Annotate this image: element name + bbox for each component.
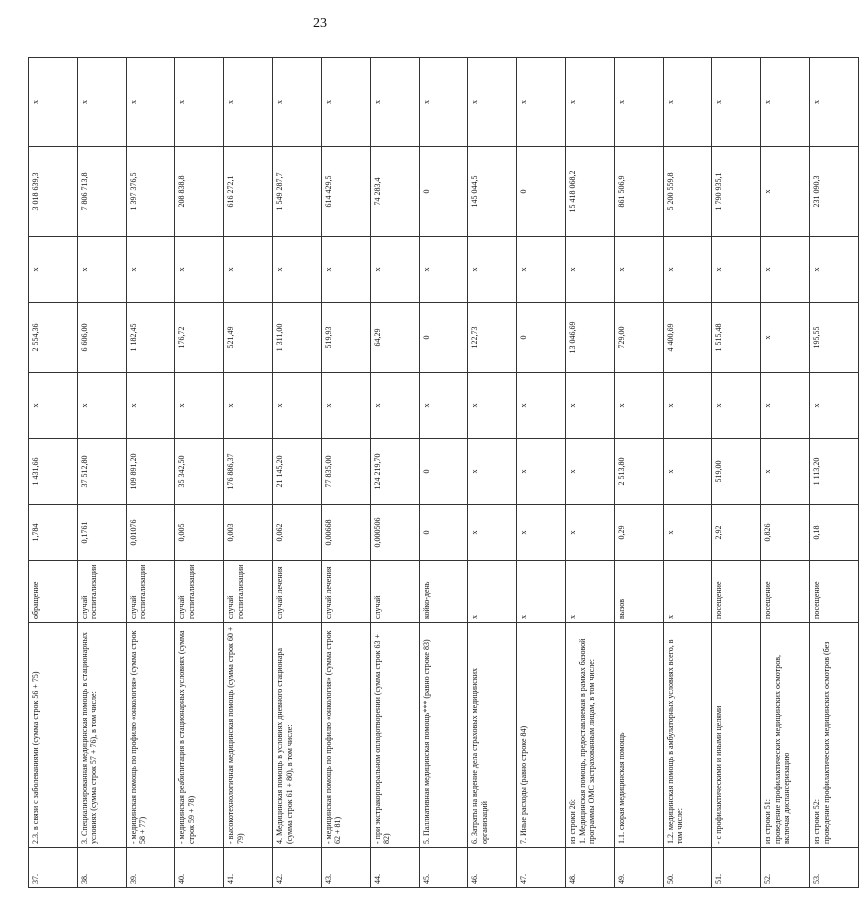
- table-row: [77, 58, 126, 888]
- cell-unit: случай госпитализации: [77, 561, 126, 623]
- cell-per-capita-budget: х: [29, 373, 78, 439]
- cell-norm-cost: 37 512,80: [77, 439, 126, 505]
- cell-total-budget: х: [224, 237, 273, 303]
- cell-total-budget: х: [370, 237, 419, 303]
- cell-total-budget: х: [273, 237, 322, 303]
- cell-per-capita-budget: х: [224, 373, 273, 439]
- cell-total-budget: х: [517, 237, 566, 303]
- table-row: [29, 58, 78, 888]
- table-row: [419, 58, 468, 888]
- table-row: [565, 58, 614, 888]
- cell-row-number: 37.: [29, 848, 78, 888]
- cell-row-number: 50.: [663, 848, 712, 888]
- cell-per-capita-oms: 0: [517, 303, 566, 373]
- cell-unit: х: [565, 561, 614, 623]
- cell-norm-cost: х: [761, 439, 810, 505]
- cell-total-oms: 1 549 287,7: [273, 147, 322, 237]
- table-row: [761, 58, 810, 888]
- cell-norm-volume: 0,18: [810, 505, 859, 561]
- cell-norm-cost: 0: [419, 439, 468, 505]
- cell-percent: х: [224, 58, 273, 147]
- cell-norm-cost: х: [663, 439, 712, 505]
- cell-indicator-name: - медицинская реабилитация в стационарных условиях (сумма строк 59 + 78): [175, 623, 224, 848]
- cell-indicator-name: 5. Паллиативная медицинская помощь*** (равно строке 83): [419, 623, 468, 848]
- cell-per-capita-oms: 0: [419, 303, 468, 373]
- cell-unit: случай госпитализации: [224, 561, 273, 623]
- cell-unit: случай госпитализации: [175, 561, 224, 623]
- cell-percent: х: [761, 58, 810, 147]
- cell-indicator-name: - с профилактическими и иными целями: [712, 623, 761, 848]
- cell-per-capita-oms: 4 400,69: [663, 303, 712, 373]
- table-row: [468, 58, 517, 888]
- cell-per-capita-budget: х: [517, 373, 566, 439]
- cell-indicator-name: - медицинская помощь по профилю «онкология» (сумма строк 58 + 77): [126, 623, 175, 848]
- cell-total-oms: 861 506,9: [614, 147, 663, 237]
- table-row: [810, 58, 859, 888]
- page-number: 23: [313, 16, 327, 31]
- cell-norm-volume: х: [517, 505, 566, 561]
- cell-norm-volume: х: [565, 505, 614, 561]
- cell-total-budget: х: [419, 237, 468, 303]
- cell-indicator-name: 3. Специализированная медицинская помощь в стационарных условиях (сумма строк 57 + 76), в том числе:: [77, 623, 126, 848]
- cell-per-capita-budget: х: [175, 373, 224, 439]
- cell-per-capita-budget: х: [712, 373, 761, 439]
- cell-total-budget: х: [468, 237, 517, 303]
- cell-row-number: 44.: [370, 848, 419, 888]
- cell-per-capita-oms: 521,49: [224, 303, 273, 373]
- cell-norm-cost: х: [517, 439, 566, 505]
- cell-row-number: 45.: [419, 848, 468, 888]
- cell-per-capita-oms: 519,93: [321, 303, 370, 373]
- cell-per-capita-oms: 1 515,48: [712, 303, 761, 373]
- cell-percent: х: [468, 58, 517, 147]
- cell-norm-cost: 109 891,20: [126, 439, 175, 505]
- cell-row-number: 46.: [468, 848, 517, 888]
- table-row: [663, 58, 712, 888]
- cell-percent: х: [712, 58, 761, 147]
- cell-indicator-name: 6. Затраты на ведение дела страховых медицинских организаций: [468, 623, 517, 848]
- cell-total-budget: х: [175, 237, 224, 303]
- cell-norm-volume: 0,826: [761, 505, 810, 561]
- cell-norm-cost: 2 513,80: [614, 439, 663, 505]
- cell-indicator-name: - медицинская помощь по профилю «онкология» (сумма строк 62 + 81): [321, 623, 370, 848]
- cell-per-capita-oms: 1 182,45: [126, 303, 175, 373]
- cell-unit: случай: [370, 561, 419, 623]
- cell-total-oms: 616 272,1: [224, 147, 273, 237]
- cell-norm-cost: 77 835,00: [321, 439, 370, 505]
- cell-total-budget: х: [126, 237, 175, 303]
- cell-norm-cost: х: [565, 439, 614, 505]
- cell-norm-cost: 1 431,66: [29, 439, 78, 505]
- cell-per-capita-budget: х: [468, 373, 517, 439]
- cell-norm-volume: 0,000506: [370, 505, 419, 561]
- cell-row-number: 49.: [614, 848, 663, 888]
- cell-row-number: 42.: [273, 848, 322, 888]
- cell-per-capita-oms: 195,55: [810, 303, 859, 373]
- cell-total-oms: 7 806 713,8: [77, 147, 126, 237]
- table-row: [712, 58, 761, 888]
- cell-total-oms: 74 283,4: [370, 147, 419, 237]
- cell-total-oms: 3 018 639,3: [29, 147, 78, 237]
- cell-total-budget: х: [810, 237, 859, 303]
- cell-indicator-name: из строки 52: проведение профилактических медицинских осмотров (без: [810, 623, 859, 848]
- cell-row-number: 47.: [517, 848, 566, 888]
- cell-percent: х: [614, 58, 663, 147]
- cell-norm-volume: 0,01076: [126, 505, 175, 561]
- cell-total-oms: 208 838,8: [175, 147, 224, 237]
- cell-total-budget: х: [761, 237, 810, 303]
- cell-percent: х: [810, 58, 859, 147]
- cell-unit: х: [663, 561, 712, 623]
- cell-per-capita-budget: х: [273, 373, 322, 439]
- cell-norm-cost: х: [468, 439, 517, 505]
- cell-norm-volume: 0,00668: [321, 505, 370, 561]
- cell-per-capita-budget: х: [419, 373, 468, 439]
- cell-total-oms: 231 090,3: [810, 147, 859, 237]
- cell-per-capita-budget: х: [565, 373, 614, 439]
- cell-total-budget: х: [77, 237, 126, 303]
- cell-row-number: 41.: [224, 848, 273, 888]
- cell-total-oms: х: [761, 147, 810, 237]
- cell-norm-volume: 0,005: [175, 505, 224, 561]
- cell-percent: х: [77, 58, 126, 147]
- cell-total-budget: х: [29, 237, 78, 303]
- table-row: [273, 58, 322, 888]
- cell-unit: посещение: [761, 561, 810, 623]
- cell-norm-volume: 0,1761: [77, 505, 126, 561]
- table-row: [224, 58, 273, 888]
- cell-norm-volume: 0,29: [614, 505, 663, 561]
- table-row: [175, 58, 224, 888]
- cell-row-number: 38.: [77, 848, 126, 888]
- cell-norm-volume: 0,062: [273, 505, 322, 561]
- cell-per-capita-oms: 176,72: [175, 303, 224, 373]
- cell-total-oms: 15 418 068,2: [565, 147, 614, 237]
- cell-total-budget: х: [614, 237, 663, 303]
- cell-percent: х: [565, 58, 614, 147]
- cell-row-number: 52.: [761, 848, 810, 888]
- cell-indicator-name: из строки 51: проведение профилактических медицинских осмотров, включая диспансеризацию: [761, 623, 810, 848]
- cell-norm-volume: 2,92: [712, 505, 761, 561]
- cell-unit: х: [517, 561, 566, 623]
- cell-indicator-name: - при экстракорпоральном оплодотворении (сумма строк 63 + 82): [370, 623, 419, 848]
- cell-total-budget: х: [663, 237, 712, 303]
- cell-per-capita-oms: 6 606,00: [77, 303, 126, 373]
- cell-indicator-name: 7. Иные расходы (равно строке 84): [517, 623, 566, 848]
- rotated-table-frame: [28, 58, 831, 888]
- cell-total-oms: 0: [419, 147, 468, 237]
- cell-indicator-name: - высокотехнологичная медицинская помощь (сумма строк 60 + 79): [224, 623, 273, 848]
- cell-norm-cost: 176 886,37: [224, 439, 273, 505]
- cell-unit: койко-день: [419, 561, 468, 623]
- cell-unit: посещение: [810, 561, 859, 623]
- cell-unit: случай лечения: [273, 561, 322, 623]
- cell-per-capita-oms: 122,73: [468, 303, 517, 373]
- cell-norm-volume: 1,784: [29, 505, 78, 561]
- cell-per-capita-oms: 2 554,36: [29, 303, 78, 373]
- cell-row-number: 43.: [321, 848, 370, 888]
- cell-total-oms: 5 200 559,8: [663, 147, 712, 237]
- cell-unit: случай госпитализации: [126, 561, 175, 623]
- cell-norm-cost: 1 113,20: [810, 439, 859, 505]
- cell-total-oms: 1 790 935,1: [712, 147, 761, 237]
- cell-total-oms: 614 429,5: [321, 147, 370, 237]
- cell-per-capita-budget: х: [77, 373, 126, 439]
- cell-unit: посещение: [712, 561, 761, 623]
- cell-percent: х: [517, 58, 566, 147]
- cell-norm-volume: х: [468, 505, 517, 561]
- table-row: [370, 58, 419, 888]
- cell-per-capita-oms: 64,29: [370, 303, 419, 373]
- cell-indicator-name: 1.2. медицинская помощь в амбулаторных условиях всего, в том числе:: [663, 623, 712, 848]
- cell-total-oms: 0: [517, 147, 566, 237]
- cell-total-budget: х: [321, 237, 370, 303]
- cell-unit: обращение: [29, 561, 78, 623]
- cell-per-capita-oms: 1 311,00: [273, 303, 322, 373]
- cell-percent: х: [29, 58, 78, 147]
- cell-per-capita-budget: х: [663, 373, 712, 439]
- cell-unit: случай лечения: [321, 561, 370, 623]
- cell-norm-volume: х: [663, 505, 712, 561]
- cell-row-number: 48.: [565, 848, 614, 888]
- cell-row-number: 51.: [712, 848, 761, 888]
- cell-per-capita-budget: х: [321, 373, 370, 439]
- table-row: [614, 58, 663, 888]
- cell-percent: х: [126, 58, 175, 147]
- table-row: [126, 58, 175, 888]
- cell-percent: х: [175, 58, 224, 147]
- cell-per-capita-oms: 729,00: [614, 303, 663, 373]
- table-row: [517, 58, 566, 888]
- cell-unit: вызов: [614, 561, 663, 623]
- cell-per-capita-budget: х: [614, 373, 663, 439]
- cell-row-number: 40.: [175, 848, 224, 888]
- cell-indicator-name: 4. Медицинская помощь в условиях дневного стационара (сумма строк 61 + 80), в том числе:: [273, 623, 322, 848]
- cell-percent: х: [273, 58, 322, 147]
- cell-per-capita-budget: х: [810, 373, 859, 439]
- cell-total-oms: 1 397 376,5: [126, 147, 175, 237]
- cell-indicator-name: 1.1. скорая медицинская помощь: [614, 623, 663, 848]
- cell-norm-volume: 0,003: [224, 505, 273, 561]
- cell-percent: х: [321, 58, 370, 147]
- cell-row-number: 53.: [810, 848, 859, 888]
- data-table: [28, 57, 859, 888]
- cell-row-number: 39.: [126, 848, 175, 888]
- cell-percent: х: [370, 58, 419, 147]
- cell-indicator-name: 2.3. в связи с заболеваниями (сумма строк 56 + 75): [29, 623, 78, 848]
- table-row: [321, 58, 370, 888]
- cell-norm-cost: 519,00: [712, 439, 761, 505]
- cell-percent: х: [663, 58, 712, 147]
- cell-per-capita-budget: х: [126, 373, 175, 439]
- cell-norm-cost: 124 219,70: [370, 439, 419, 505]
- cell-percent: х: [419, 58, 468, 147]
- cell-per-capita-budget: х: [761, 373, 810, 439]
- cell-total-oms: 145 044,5: [468, 147, 517, 237]
- cell-norm-cost: 21 145,20: [273, 439, 322, 505]
- cell-total-budget: х: [712, 237, 761, 303]
- cell-total-budget: х: [565, 237, 614, 303]
- cell-norm-cost: 35 342,50: [175, 439, 224, 505]
- cell-indicator-name: из строки 26: 1. Медицинская помощь, предоставляемая в рамках базовой программы ОМС застрахованным лицам, в том числе:: [565, 623, 614, 848]
- cell-norm-volume: 0: [419, 505, 468, 561]
- cell-per-capita-budget: х: [370, 373, 419, 439]
- cell-per-capita-oms: х: [761, 303, 810, 373]
- cell-unit: х: [468, 561, 517, 623]
- cell-per-capita-oms: 13 046,69: [565, 303, 614, 373]
